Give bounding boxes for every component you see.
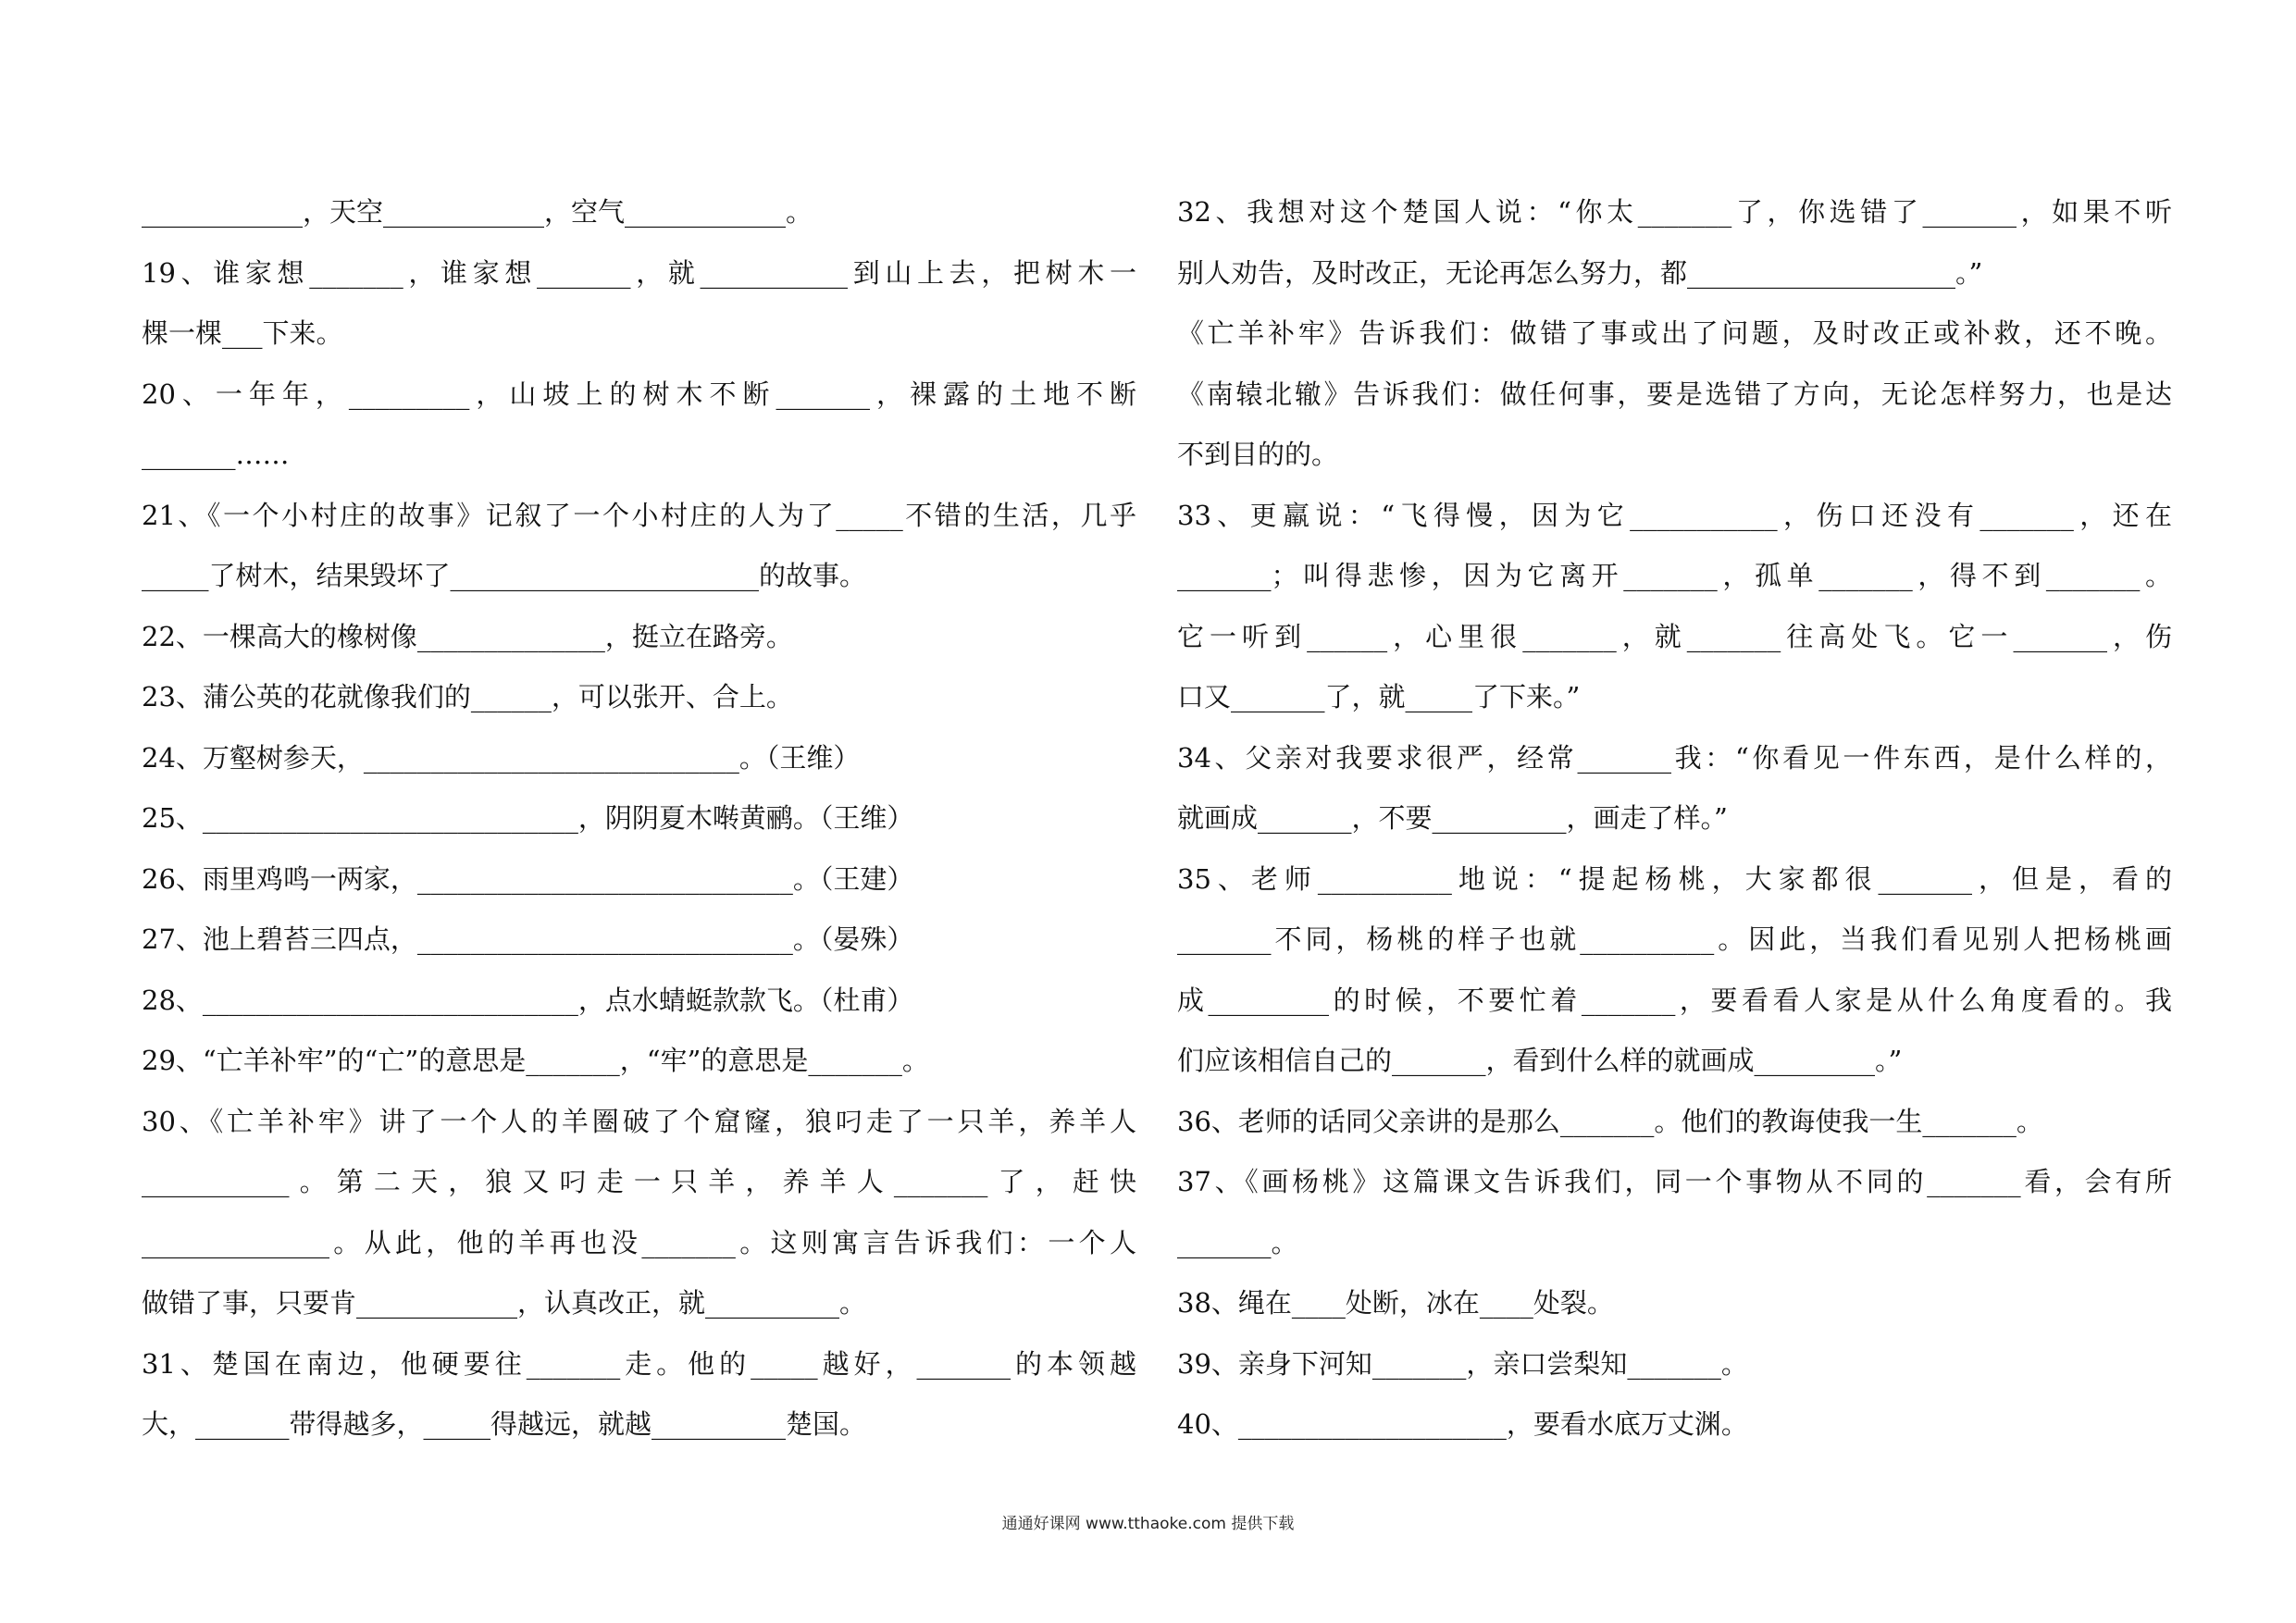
text-line: 35、老师__________地说：“提起杨桃，大家都很_______，但是，看的 <box>1177 862 2172 895</box>
text-line: 24、万壑树参天，____________________________。（王维） <box>142 741 861 774</box>
text-line: 37、《画杨桃》这篇课文告诉我们，同一个事物从不同的_______看，会有所 <box>1177 1166 2172 1197</box>
text-line: 22、一棵高大的橡树像______________，挺立在路旁。 <box>142 620 793 652</box>
text-line: 27、池上碧苔三四点，____________________________。（晏殊） <box>142 923 914 955</box>
text-line: 19、谁家想_______，谁家想_______，就___________到山上去，把树木一 <box>142 256 1136 289</box>
text-line: 棵一棵___下来。 <box>142 317 343 349</box>
text-line: 23、蒲公英的花就像我们的______，可以张开、合上。 <box>142 681 793 712</box>
text-line: 们应该相信自己的_______，看到什么样的就画成_________。” <box>1177 1045 1903 1076</box>
text-line: ______________。从此，他的羊再也没_______。这则寓言告诉我们：一个人 <box>142 1226 1136 1258</box>
text-line: 大，_______带得越多，_____得越远，就越__________楚国。 <box>142 1408 867 1440</box>
text-line: _______。 <box>1177 1226 1298 1258</box>
text-line: 就画成_______，不要__________，画走了样。” <box>1177 802 1728 834</box>
text-line: 不到目的的。 <box>1177 439 1339 470</box>
text-line: _____了树木，结果毁坏了_______________________的故事。 <box>142 560 867 591</box>
text-line: 别人劝告，及时改正，无论再怎么努力，都____________________。” <box>1177 256 1983 289</box>
text-line: 26、雨里鸡鸣一两家，____________________________。（王建） <box>142 862 914 895</box>
text-line: ___________。第二天，狼又叼走一只羊，养羊人_______了，赶快 <box>142 1166 1136 1197</box>
text-line: _______不同，杨桃的样子也就__________。因此，当我们看见别人把杨桃画 <box>1177 923 2172 955</box>
text-line: 36、老师的话同父亲讲的是那么_______。他们的教诲使我一生_______。 <box>1177 1105 2043 1137</box>
text-line: 31、楚国在南边，他硬要往_______走。他的_____越好，_______的本领越 <box>142 1347 1136 1380</box>
text-line: 它一听到______，心里很_______，就_______往高处飞。它一_______，伤 <box>1177 620 2172 652</box>
text-line: ____________，天空____________，空气____________。 <box>142 196 813 228</box>
text-line: 28、____________________________，点水蜻蜓款款飞。（杜甫） <box>142 984 914 1016</box>
text-line: 38、绳在____处断，冰在____处裂。 <box>1177 1287 1614 1319</box>
text-line: 25、____________________________，阴阴夏木啭黄鹂。（王维） <box>142 802 914 834</box>
text-line: 《南辕北辙》告诉我们：做任何事，要是选错了方向，无论怎样努力，也是达 <box>1177 378 2172 410</box>
text-line: 40、____________________，要看水底万丈渊。 <box>1177 1408 1748 1440</box>
text-line: 21、《一个小村庄的故事》记叙了一个小村庄的人为了_____不错的生活，几乎 <box>142 499 1136 531</box>
text-line: 《亡羊补牢》告诉我们：做错了事或出了问题，及时改正或补救，还不晚。 <box>1177 317 2172 349</box>
left-column <box>142 182 1136 1456</box>
text-line: _______；叫得悲惨，因为它离开_______，孤单_______，得不到_______。 <box>1177 560 2172 591</box>
text-line: 33、更羸说：“飞得慢，因为它___________，伤口还没有_______，还在 <box>1177 499 2172 531</box>
text-line: 32、我想对这个楚国人说：“你太_______了，你选错了_______，如果不听 <box>1177 196 2172 228</box>
text-line: 34、父亲对我要求很严，经常_______我：“你看见一件东西，是什么样的， <box>1177 741 2172 774</box>
text-line: 29、“亡羊补牢”的“亡”的意思是_______，“牢”的意思是_______。 <box>142 1045 929 1076</box>
text-line: 39、亲身下河知_______，亲口尝梨知_______。 <box>1177 1347 1748 1380</box>
text-line: _______…… <box>142 439 290 470</box>
text-line: 成_________的时候，不要忙着_______，要看看人家是从什么角度看的。我 <box>1177 984 2172 1016</box>
page-footer: 通通好课网 www.tthaoke.com 提供下载 <box>1001 1515 1295 1533</box>
text-line: 30、《亡羊补牢》讲了一个人的羊圈破了个窟窿，狼叼走了一只羊，养羊人 <box>142 1105 1136 1137</box>
text-line: 做错了事，只要肯____________，认真改正，就__________。 <box>142 1287 867 1319</box>
text-line: 口又_______了，就_____了下来。” <box>1177 681 1581 712</box>
right-column <box>1177 182 2172 1456</box>
text-line: 20、一年年，_________，山坡上的树木不断_______，裸露的土地不断 <box>142 378 1136 410</box>
